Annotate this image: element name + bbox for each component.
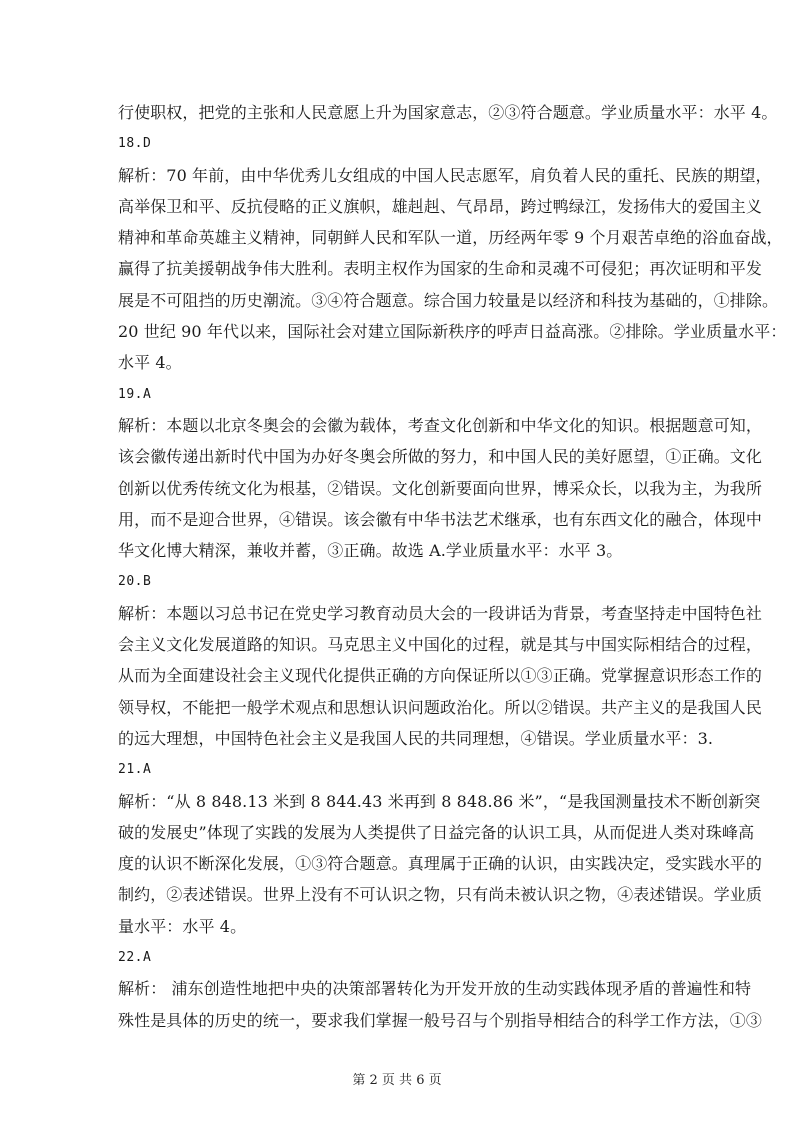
text-line: 领导权，不能把一般学术观点和思想认识问题政治化。所以②错误。共产主义的是我国人民 [118,697,763,717]
text-line: 解析：本题以习总书记在党史学习教育动员大会的一段讲话为背景，考查坚持走中国特色社 [118,603,763,623]
text-line: 赢得了抗美援朝战争伟大胜利。表明主权作为国家的生命和灵魂不可侵犯；再次证明和平发 [118,259,763,279]
text-line: 精神和革命英雄主义精神，同朝鲜人民和军队一道，历经两年零 9 个月艰苦卓绝的浴血奋战， [118,228,783,248]
question-number: 20.B [118,574,152,590]
text-line: 制约，②表述错误。世界上没有不可认识之物，只有尚未被认识之物，④表述错误。学业质 [118,885,763,905]
question-number: 18.D [118,136,152,152]
text-line: 的远大理想，中国特色社会主义是我国人民的共同理想，④错误。学业质量水平：3. [118,728,714,748]
text-line: 行使职权，把党的主张和人民意愿上升为国家意志，②③符合题意。学业质量水平：水平 4。 [118,103,778,122]
question-number: 21.A [118,762,152,778]
document-body [118,97,787,1036]
question-number: 22.A [118,950,152,966]
text-line: 展是不可阻挡的历史潮流。③④符合题意。综合国力较量是以经济和科技为基础的，①排除。 [118,290,779,310]
text-line: 水平 4。 [118,353,182,373]
text-line: 量水平：水平 4。 [118,916,247,936]
text-line: 华文化博大精深，兼收并蓄，③正确。故选 A.学业质量水平：水平 3。 [118,541,623,561]
text-line: 解析：70 年前，由中华优秀儿女组成的中国人民志愿军，肩负着人民的重托、民族的期望， [118,165,772,185]
question-number: 19.A [118,386,152,402]
text-line: 该会徽传递出新时代中国为办好冬奥会所做的努力，和中国人民的美好愿望，①正确。文化 [118,447,763,467]
text-line: 解析：本题以北京冬奥会的会徽为载体，考查文化创新和中华文化的知识。根据题意可知， [118,415,763,435]
text-line: 度的认识不断深化发展，①③符合题意。真理属于正确的认识，由实践决定，受实践水平的 [118,854,763,874]
text-line: 从而为全面建设社会主义现代化提供正确的方向保证所以①③正确。党掌握意识形态工作的 [118,666,763,686]
text-line: 用，而不是迎合世界，④错误。该会徽有中华书法艺术继承，也有东西文化的融合，体现中 [118,509,763,529]
text-line: 20 世纪 90 年代以来，国际社会对建立国际新秩序的呼声日益高涨。②排除。学业质量水平： [118,322,787,342]
text-line: 解析：“从 8 848.13 米到 8 844.43 米再到 8 848.86 米”，“是我国测量技术不断创新突 [118,791,761,811]
text-line: 高举保卫和平、反抗侵略的正义旗帜，雄赳赳、气昂昂，跨过鸭绿江，发扬伟大的爱国主义 [118,196,763,216]
text-line: 解析： 浦东创造性地把中央的决策部署转化为开发开放的生动实践体现矛盾的普遍性和特 [118,979,752,999]
text-line: 创新以优秀传统文化为根基，②错误。文化创新要面向世界，博采众长，以我为主，为我所 [118,478,763,498]
text-line: 会主义文化发展道路的知识。马克思主义中国化的过程，就是其与中国实际相结合的过程， [118,635,763,655]
page-footer: 第 2 页 共 6 页 [352,1073,442,1088]
text-line: 殊性是具体的历史的统一，要求我们掌握一般号召与个别指导相结合的科学工作方法，①③ [118,1010,763,1030]
text-line: 破的发展史”体现了实践的发展为人类提供了日益完备的认识工具，从而促进人类对珠峰高 [118,822,755,842]
